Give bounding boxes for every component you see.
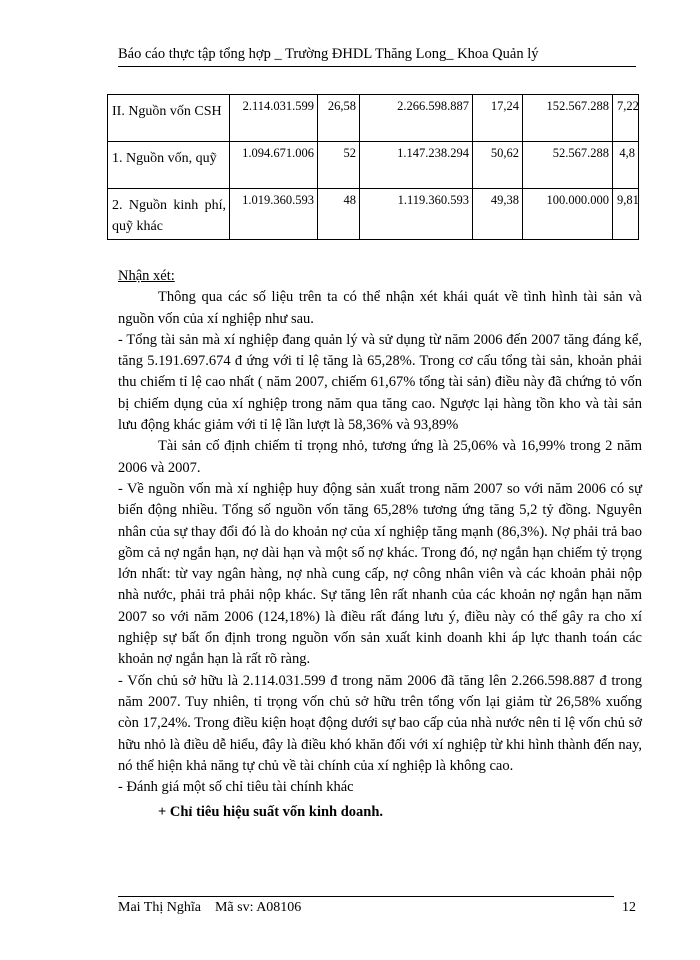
cell-percent-2006: 26,58 [318, 95, 360, 142]
cell-difference: 52.567.288 [523, 142, 613, 189]
cell-percent-2007: 50,62 [473, 142, 523, 189]
cell-value-2007: 1.147.238.294 [360, 142, 473, 189]
financial-table [107, 94, 639, 240]
author-name: Mai Thị Nghĩa [118, 900, 201, 915]
cell-value-2006: 2.114.031.599 [230, 95, 318, 142]
cell-percent-difference: 4,8 [613, 142, 639, 189]
cell-percent-2006: 52 [318, 142, 360, 189]
subheading: + Chỉ tiêu hiệu suất vốn kinh doanh. [158, 804, 384, 821]
page-header: Báo cáo thực tập tổng hợp _ Trường ĐHDL Thăng Long_ Khoa Quản lý [118, 46, 636, 67]
cell-difference: 100.000.000 [523, 189, 613, 240]
student-id: Mã sv: A08106 [214, 900, 302, 915]
paragraph: Tài sản cố định chiếm tỉ trọng nhỏ, tương ứng là 25,06% và 16,99% trong 2 năm 2006 và 2007. [118, 438, 642, 476]
paragraph: - Tổng tài sản mà xí nghiệp đang quản lý và sử dụng từ năm 2006 đến 2007 tăng đáng kể, tăng 5.191.697.674 đ ứng với tỉ lệ tăng là 65,28%. Trong cơ cấu tổng tài sản, khoản phải thu chiếm tỉ lệ cao nhất ( năm 2007, chiếm 61,67% tổng tài sản) điều này đã chứng tỏ vốn bị chiếm dụng của xí nghiệp trong năm qua tăng cao. Ngược lại hàng tồn kho và tài sản lưu động khác giảm với tỉ lệ lần lượt là 58,36% và 93,89% [118, 331, 642, 434]
cell-value-2007: 2.266.598.887 [360, 95, 473, 142]
row-label: 2. Nguồn kinh phí, quỹ khác [108, 189, 230, 240]
cell-percent-2007: 17,24 [473, 95, 523, 142]
page-footer [118, 900, 301, 916]
body-text [118, 266, 642, 824]
paragraph: - Đánh giá một số chỉ tiêu tài chính khác [118, 779, 354, 796]
cell-value-2007: 1.119.360.593 [360, 189, 473, 240]
cell-percent-difference: 9,81 [613, 189, 639, 240]
cell-difference: 152.567.288 [523, 95, 613, 142]
paragraph: - Vốn chủ sở hữu là 2.114.031.599 đ trong năm 2006 đã tăng lên 2.266.598.887 đ trong năm 2007. Tuy nhiên, tỉ trọng vốn chủ sở hữu trên tổng vốn lại giảm từ 26,58% xuống còn 17,24%. Trong điều kiện hoạt động dưới sự bao cấp của nhà nước nên tỉ lệ vốn chủ sở hữu nhỏ là điều dễ hiểu, đây là điều khó khăn đối với xí nghiệp từ khi hình thành đến nay, nó thể hiện khả năng tự chủ về tài chính của xí nghiệp là không cao. [118, 672, 642, 774]
footer-rule [118, 896, 614, 897]
row-label: 1. Nguồn vốn, quỹ [108, 142, 230, 189]
cell-value-2006: 1.094.671.006 [230, 142, 318, 189]
cell-percent-difference: 7,22 [613, 95, 639, 142]
table-row [108, 95, 639, 142]
section-heading: Nhận xét: [118, 268, 175, 284]
table-row [108, 142, 639, 189]
cell-value-2006: 1.019.360.593 [230, 189, 318, 240]
paragraph: Thông qua các số liệu trên ta có thể nhận xét khái quát về tình hình tài sản và nguồn vốn của xí nghiệp như sau. [118, 289, 642, 327]
page-number: 12 [622, 900, 636, 915]
cell-percent-2007: 49,38 [473, 189, 523, 240]
row-label: II. Nguồn vốn CSH [108, 95, 230, 142]
table-row [108, 189, 639, 240]
cell-percent-2006: 48 [318, 189, 360, 240]
paragraph: - Về nguồn vốn mà xí nghiệp huy động sản xuất trong năm 2007 so với năm 2006 có sự biến động nhiều. Tổng số nguồn vốn tăng 65,28% tương ứng tăng 5,2 tỷ đồng. Nguyên nhân của sự thay đổi đó là do khoản nợ của xí nghiệp tăng mạnh (86,3%). Nợ phải trả bao gồm cả nợ ngắn hạn, nợ dài hạn và một số nợ khác. Trong đó, nợ ngắn hạn chiếm tỷ trọng lớn nhất: từ vay ngân hàng, nợ nhà cung cấp, nợ công nhân viên và các khoản phải nộp nhà nước, phải trả phải nộp khác. Sự tăng lên rất nhanh của các khoản nợ ngắn hạn năm 2007 so với năm 2006 (124,18%) là điều rất đáng lưu ý, điều này có thể gây ra cho xí nghiệp sự bất ổn định trong nguồn vốn sản xuất kinh doanh khi áp lực thanh toán các khoản nợ ngắn hạn là rất rõ ràng. [118, 480, 642, 668]
